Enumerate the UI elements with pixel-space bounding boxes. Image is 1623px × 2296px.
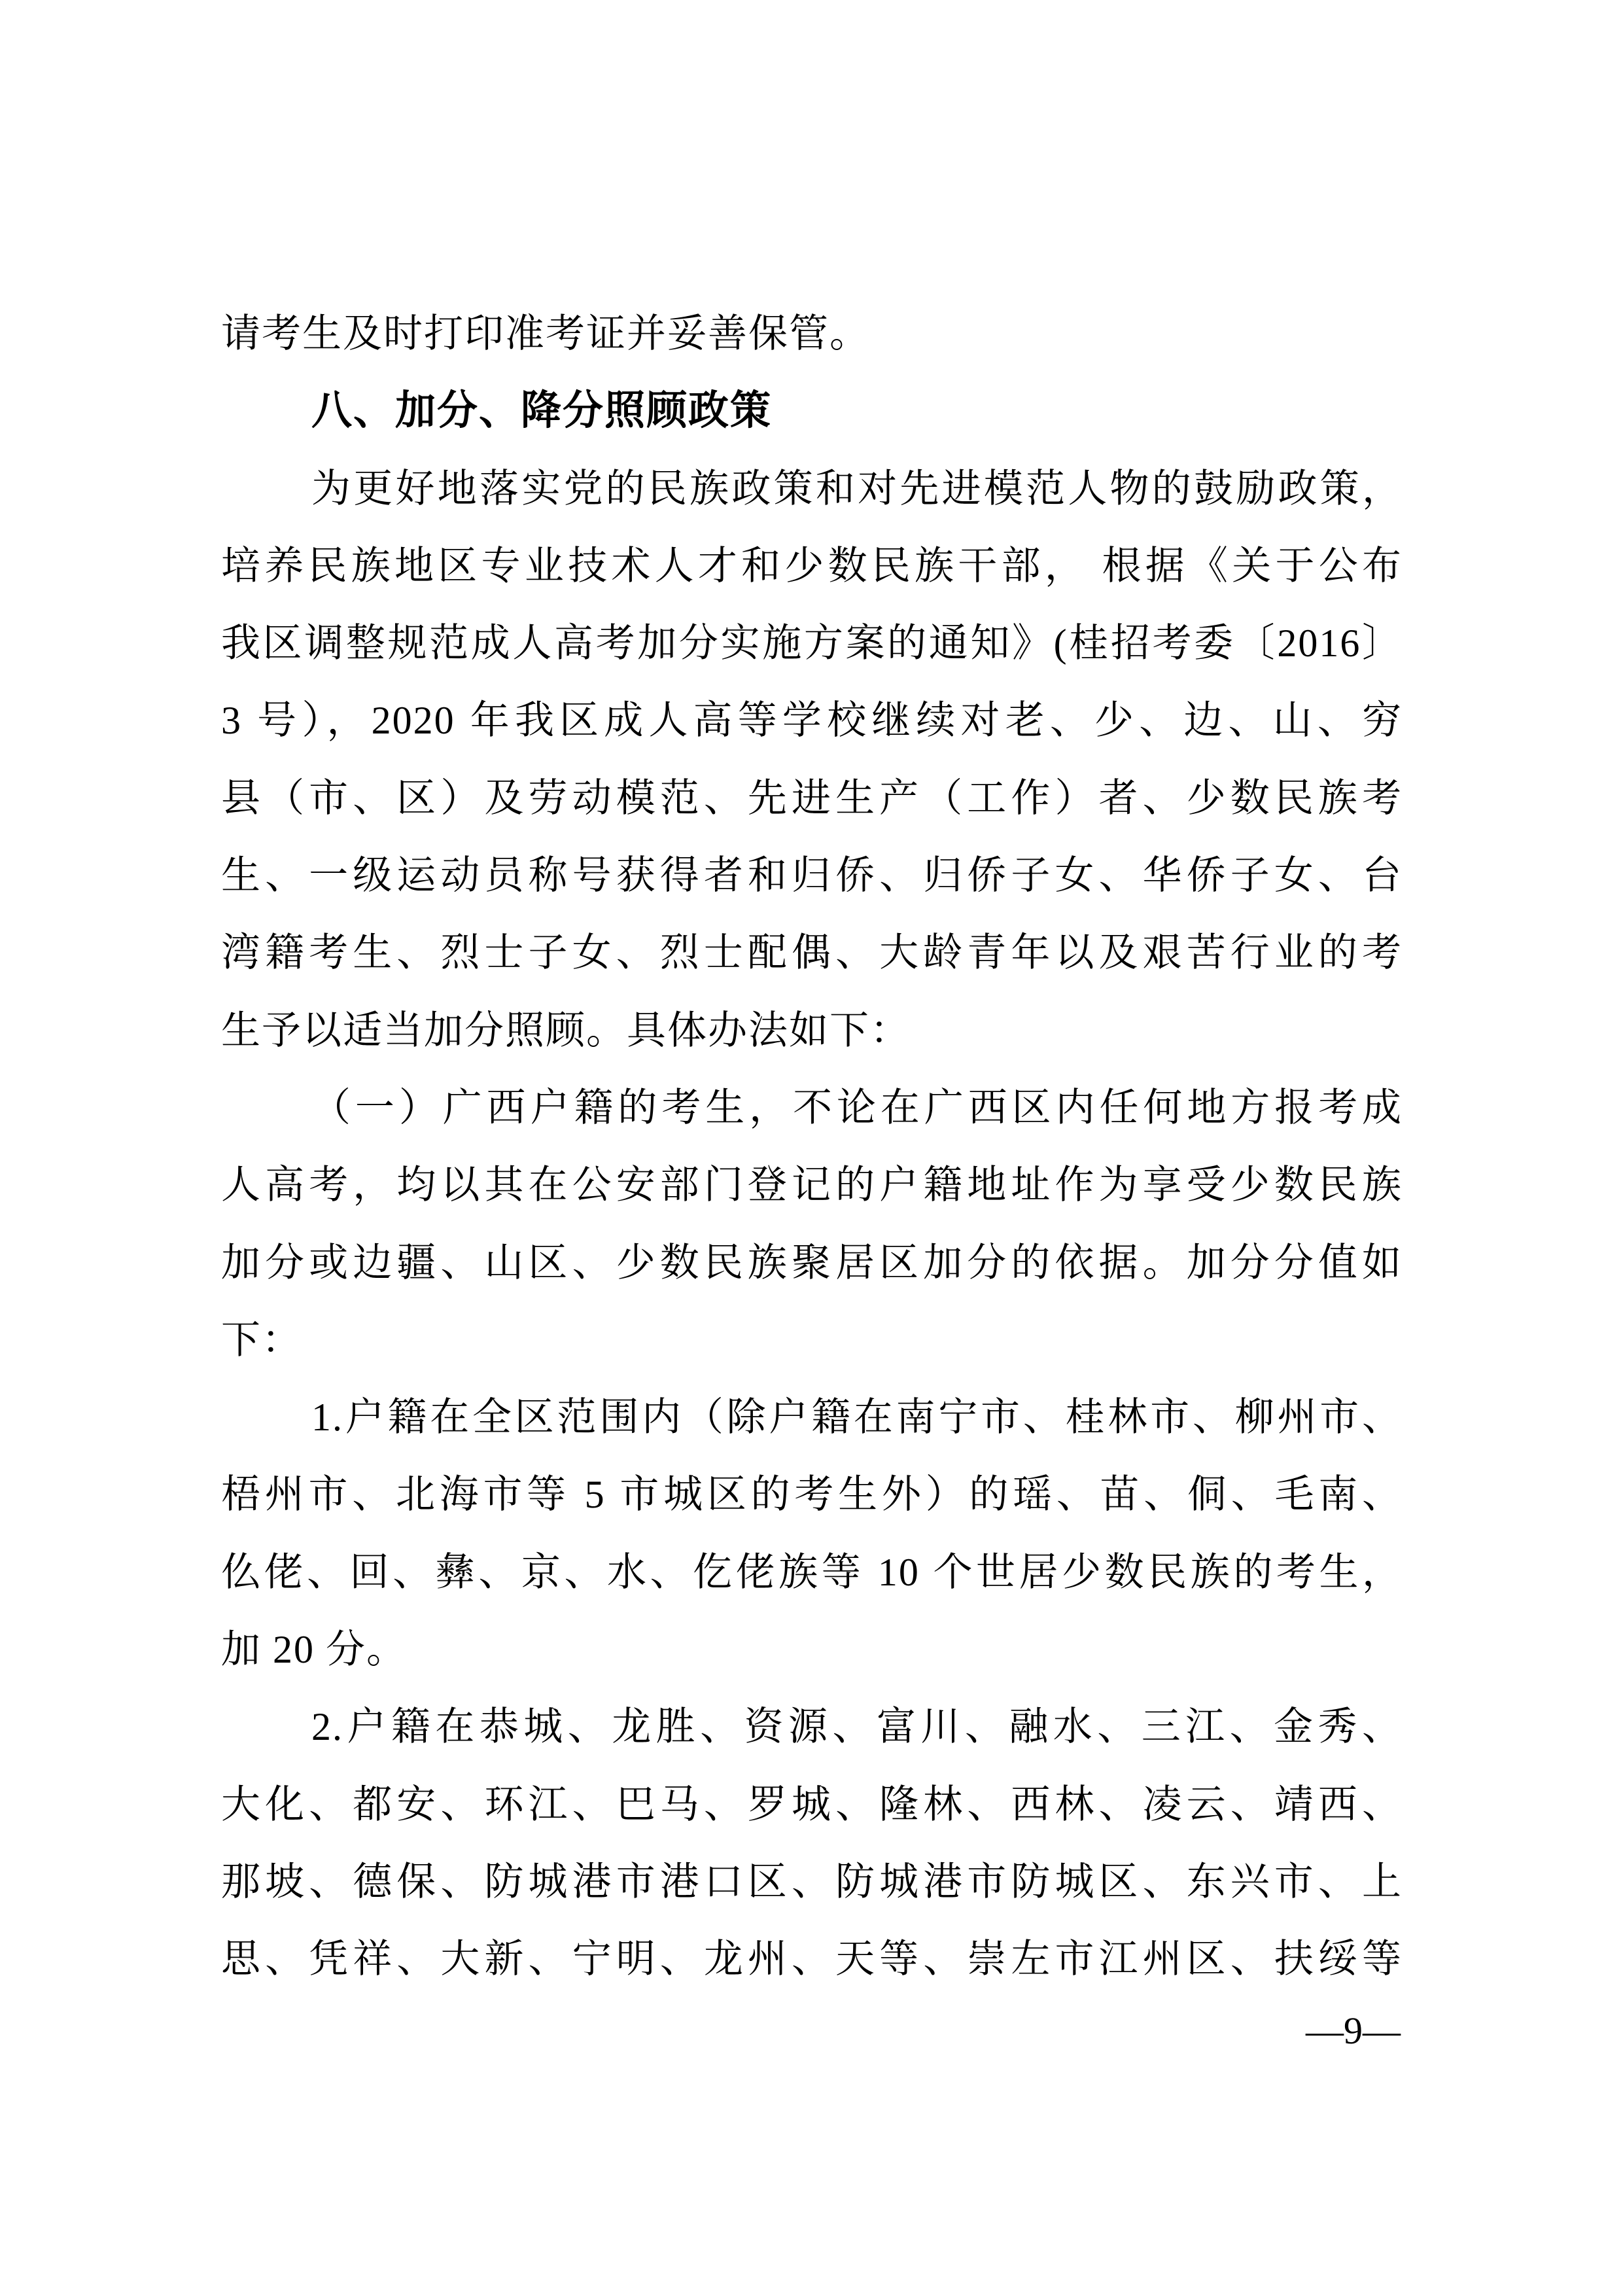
text-line: 生予以适当加分照顾。具体办法如下： [221,1008,911,1052]
text-line: （一）广西户籍的考生，不论在广西区内任何地方报考成 [311,1086,1403,1129]
text-line: 培养民族地区专业技术人才和少数民族干部， 根据《关于公布 [221,544,1403,588]
text-line: 2.户籍在恭城、龙胜、资源、富川、融水、三江、金秀、 [311,1705,1403,1749]
page-number: —9— [1306,2009,1401,2052]
text-line: 加 20 分。 [221,1628,407,1672]
text-line: 湾籍考生、烈士子女、烈士配偶、大龄青年以及艰苦行业的考 [221,931,1403,975]
text-line: 1.户籍在全区范围内（除户籍在南宁市、桂林市、柳州市、 [311,1396,1403,1439]
text-line: 那坡、德保、防城港市港口区、防城港市防城区、东兴市、上 [221,1860,1403,1903]
document-body [221,295,1403,1998]
text-line: 思、凭祥、大新、宁明、龙州、天等、崇左市江州区、扶绥等 [221,1937,1403,1981]
section-heading: 八、加分、降分照顾政策 [311,388,773,434]
text-line: 人高考，均以其在公安部门登记的户籍地址作为享受少数民族 [221,1163,1403,1207]
text-line: 我区调整规范成人高考加分实施方案的通知》(桂招考委〔2016〕 [221,622,1403,665]
text-line: 为更好地落实党的民族政策和对先进模范人物的鼓励政策， [311,467,1403,510]
text-line: 加分或边疆、山区、少数民族聚居区加分的依据。加分分值如 [221,1241,1403,1284]
text-line: 大化、都安、环江、巴马、罗城、隆林、西林、凌云、靖西、 [221,1782,1403,1826]
text-line: 生、一级运动员称号获得者和归侨、归侨子女、华侨子女、台 [221,854,1403,898]
text-line: 仫佬、回、彝、京、水、仡佬族等 10 个世居少数民族的考生， [221,1550,1403,1594]
text-line: 下： [221,1318,302,1362]
text-line: 3 号），2020 年我区成人高等学校继续对老、少、边、山、穷 [221,699,1403,743]
text-line: 县（市、区）及劳动模范、先进生产（工作）者、少数民族考 [221,776,1403,820]
text-line: 梧州市、北海市等 5 市城区的考生外）的瑶、苗、侗、毛南、 [221,1473,1403,1517]
text-line: 请考生及时打印准考证并妥善保管。 [221,312,870,355]
